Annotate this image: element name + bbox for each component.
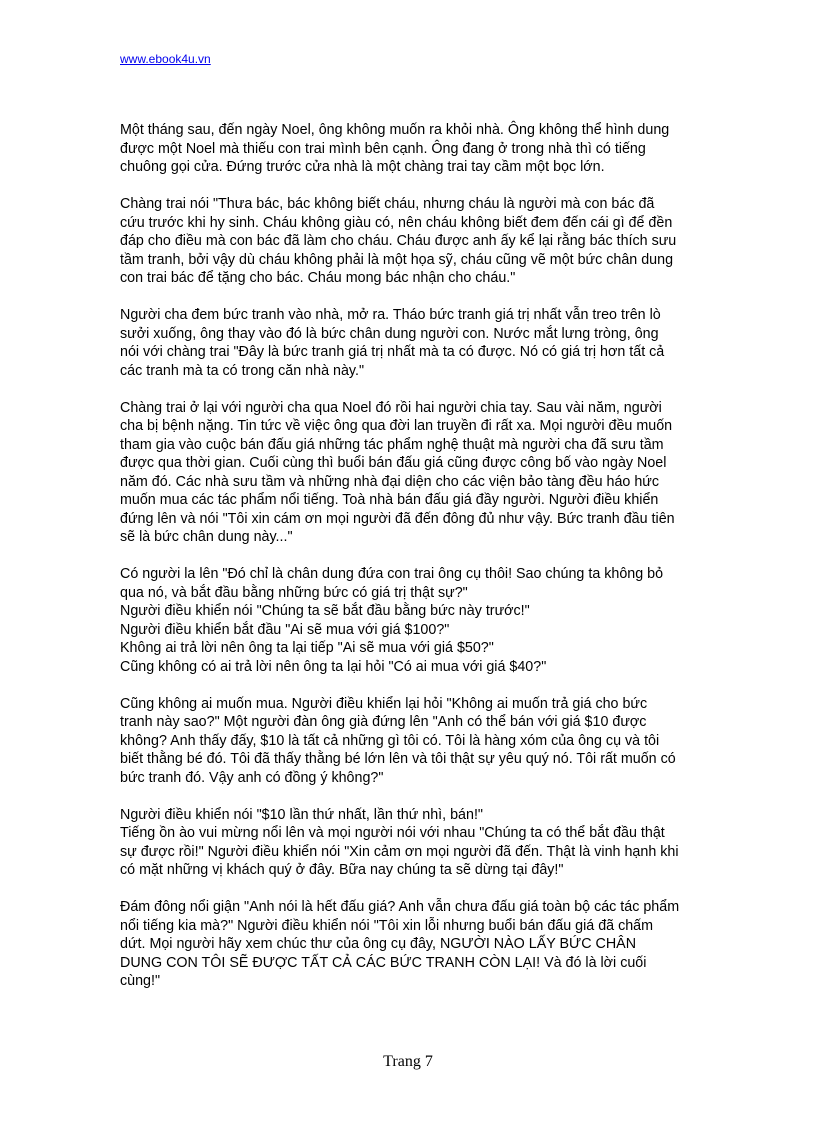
paragraph-5 bbox=[120, 565, 710, 676]
text-line: cha bị bệnh nặng. Tin tức về việc ông qua đời lan truyền đi rất xa. Mọi người đều muốn bbox=[120, 418, 673, 434]
text-line: đáp cho điều mà con bác đã làm cho cháu. Cháu được anh ấy kể lại rằng bác thích sưu bbox=[120, 233, 677, 249]
text-line: sẽ là bức chân dung này..." bbox=[120, 529, 293, 545]
paragraph-1 bbox=[120, 121, 710, 177]
text-line: chuông gọi cửa. Đứng trước cửa nhà là một chàng trai tay cầm một bọc lớn. bbox=[120, 159, 605, 175]
text-line: Người điều khiển nói "Chúng ta sẽ bắt đầu bằng bức này trước!" bbox=[120, 603, 530, 619]
text-line: Tiếng ồn ào vui mừng nổi lên và mọi người nói với nhau "Chúng ta có thể bắt đầu thật bbox=[120, 825, 665, 841]
page-number: Trang 7 bbox=[383, 1053, 433, 1070]
text-line: cùng!" bbox=[120, 973, 161, 989]
text-line: tranh này sao?" Một người đàn ông già đứng lên "Anh có thể bán với giá $10 được bbox=[120, 714, 647, 730]
text-line: các tranh mà ta có trong căn nhà này." bbox=[120, 362, 365, 379]
text-line: bức tranh đó. Vậy anh có đồng ý không?" bbox=[120, 769, 384, 786]
text-line: cứu trước khi hy sinh. Cháu không giàu có, nên cháu không biết đem đến cái gì để đền bbox=[120, 214, 673, 231]
text-line: Người điều khiển nói "$10 lần thứ nhất, lần thứ nhì, bán!" bbox=[120, 806, 484, 823]
text-line: con trai bác để tặng cho bác. Cháu mong bác nhận cho cháu." bbox=[120, 270, 516, 286]
text-line: nổi tiếng kia mà?" Người điều khiển nói "Tôi xin lỗi nhưng buổi bán đấu giá đã chấm bbox=[120, 917, 654, 934]
text-line: sưởi xuống, ông thay vào đó là bức chân dung người con. Nước mắt lưng tròng, ông bbox=[120, 325, 659, 342]
text-line: không? Anh thấy đấy, $10 là tất cả những gì tôi có. Tôi là hàng xóm của ông cụ và tôi bbox=[120, 732, 660, 749]
text-line: Người điều khiển bắt đầu "Ai sẽ mua với giá $100?" bbox=[120, 621, 450, 638]
text-line: qua nó, và bắt đầu bằng những bức có giá trị thật sự?" bbox=[120, 584, 468, 601]
text-line: Chàng trai ở lại với người cha qua Noel đó rồi hai người chia tay. Sau vài năm, người bbox=[120, 399, 662, 416]
text-line: Cũng không có ai trả lời nên ông ta lại hỏi "Có ai mua với giá $40?" bbox=[120, 658, 547, 675]
paragraph-6 bbox=[120, 695, 710, 788]
text-line: được qua thời gian. Cuối cùng thì buổi bán đấu giá cũng được công bố vào ngày Noel bbox=[120, 455, 667, 471]
text-line: DUNG CON TÔI SẼ ĐƯỢC TẤT CẢ CÁC BỨC TRANH CÒN LẠI! Và đó là lời cuối bbox=[120, 954, 647, 971]
text-line: tầm tranh, bởi vậy dù cháu không phải là một họa sỹ, cháu cũng vẽ một bức chân dung bbox=[120, 251, 674, 268]
text-line: Có người la lên "Đó chỉ là chân dung đứa con trai ông cụ thôi! Sao chúng ta không bỏ bbox=[120, 566, 664, 582]
paragraph-4 bbox=[120, 399, 710, 547]
paragraph-2 bbox=[120, 195, 710, 288]
paragraph-7 bbox=[120, 806, 710, 880]
header-website-link[interactable]: www.ebook4u.vn bbox=[120, 52, 211, 66]
story-body bbox=[120, 121, 710, 1009]
text-line: sự được rồi!" Người điều khiển nói "Xin cảm ơn mọi người đã đến. Thật là vinh hạnh khi bbox=[120, 843, 679, 860]
text-line: dứt. Mọi người hãy xem chúc thư của ông cụ đây, NGƯỜI NÀO LẤY BỨC CHÂN bbox=[120, 936, 637, 952]
text-line: nói với chàng trai "Đây là bức tranh giá trị nhất mà ta có được. Nó có giá trị hơn tất cả bbox=[120, 344, 665, 360]
paragraph-8 bbox=[120, 898, 710, 991]
text-line: được một Noel mà thiếu con trai mình bên cạnh. Ông đang ở trong nhà thì có tiếng bbox=[120, 140, 646, 157]
paragraph-3 bbox=[120, 306, 710, 380]
text-line: Đám đông nổi giận "Anh nói là hết đấu giá? Anh vẫn chưa đấu giá toàn bộ các tác phẩm bbox=[120, 899, 680, 915]
text-line: biết thằng bé đó. Tôi đã thấy thằng bé lớn lên và tôi thật sự yêu quý nó. Tôi rất muốn có bbox=[120, 751, 676, 767]
text-line: đứng lên và nói "Tôi xin cám ơn mọi người đã đến đông đủ như vậy. Bức tranh đầu tiên bbox=[120, 510, 675, 527]
text-line: Một tháng sau, đến ngày Noel, ông không muốn ra khỏi nhà. Ông không thể hình dung bbox=[120, 122, 670, 138]
text-line: Người cha đem bức tranh vào nhà, mở ra. Tháo bức tranh giá trị nhất vẫn treo trên lò bbox=[120, 307, 661, 323]
text-line: có mặt những vị khách quý ở đây. Bữa nay chúng ta sẽ dừng tại đây!" bbox=[120, 862, 564, 878]
text-line: tham gia vào cuộc bán đấu giá những tác phẩm nghệ thuật mà người cha đã sưu tầm bbox=[120, 436, 664, 453]
text-line: Không ai trả lời nên ông ta lại tiếp "Ai sẽ mua với giá $50?" bbox=[120, 640, 494, 656]
text-line: năm đó. Các nhà sưu tầm và những nhà đại diện cho các viện bảo tàng đều háo hức bbox=[120, 473, 659, 490]
text-line: muốn mua các tác phẩm nổi tiếng. Toà nhà bán đấu giá đầy người. Người điều khiển bbox=[120, 492, 659, 508]
text-line: Chàng trai nói "Thưa bác, bác không biết cháu, nhưng cháu là người mà con bác đã bbox=[120, 196, 655, 212]
text-line: Cũng không ai muốn mua. Người điều khiển lại hỏi "Không ai muốn trả giá cho bức bbox=[120, 695, 648, 712]
